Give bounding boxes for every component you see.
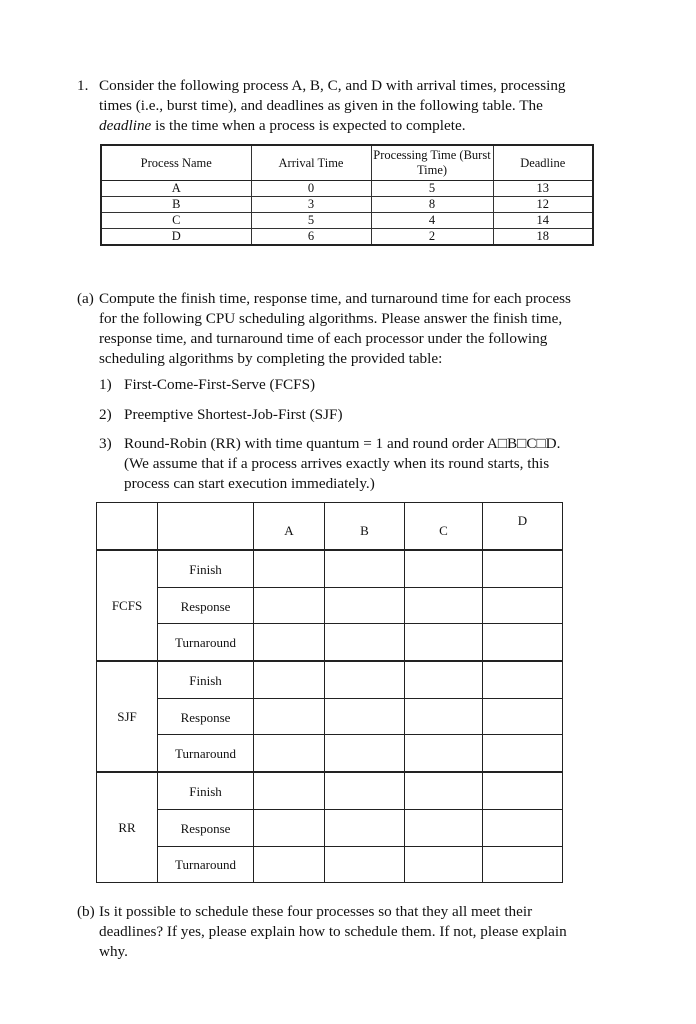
table-row — [97, 846, 563, 883]
table-row — [97, 735, 563, 772]
answer-cell[interactable] — [254, 550, 325, 587]
header-blank — [97, 503, 158, 551]
arrival-time: 3 — [251, 197, 371, 213]
column-d-header: D — [483, 503, 563, 551]
part-a-line-4: scheduling algorithms by completing the provided table: — [99, 350, 443, 367]
table-row — [97, 624, 563, 661]
process-name: C — [101, 213, 251, 229]
question-intro-line-3 — [99, 116, 605, 136]
metric-label-finish: Finish — [158, 661, 254, 698]
processing-time: 5 — [371, 181, 493, 197]
table-row — [97, 698, 563, 735]
rr-note-line-1: (We assume that if a process arrives exactly when its round starts, this — [124, 455, 550, 472]
column-a-header: A — [254, 503, 325, 551]
answer-cell[interactable] — [483, 550, 563, 587]
answer-table-header-row — [97, 503, 563, 551]
answer-cell[interactable] — [483, 735, 563, 772]
answer-cell[interactable] — [254, 809, 325, 846]
algorithm-label-fcfs: FCFS — [97, 550, 158, 661]
process-table-header-row — [101, 145, 593, 181]
metric-label-finish: Finish — [158, 550, 254, 587]
processing-time: 2 — [371, 229, 493, 246]
metric-label-turnaround: Turnaround — [158, 624, 254, 661]
answer-cell[interactable] — [483, 624, 563, 661]
table-row — [97, 587, 563, 624]
answer-cell[interactable] — [254, 698, 325, 735]
metric-label-response: Response — [158, 587, 254, 624]
process-table — [100, 144, 594, 246]
table-row — [97, 809, 563, 846]
column-c-header: C — [405, 503, 483, 551]
header-deadline: Deadline — [493, 145, 593, 181]
header-blank — [158, 503, 254, 551]
algorithm-item-number: 3) — [99, 435, 112, 452]
deadline: 14 — [493, 213, 593, 229]
deadline-term: deadline — [99, 117, 152, 134]
answer-cell[interactable] — [325, 846, 405, 883]
algorithm-label-rr: RR — [97, 772, 158, 883]
answer-cell[interactable] — [483, 587, 563, 624]
algorithm-label-sjf: SJF — [97, 661, 158, 772]
answer-cell[interactable] — [405, 772, 483, 809]
process-name: A — [101, 181, 251, 197]
processing-time: 8 — [371, 197, 493, 213]
metric-label-turnaround: Turnaround — [158, 735, 254, 772]
processing-time: 4 — [371, 213, 493, 229]
question-intro-line-1: Consider the following process A, B, C, and D with arrival times, processing — [99, 77, 566, 94]
answer-cell[interactable] — [405, 735, 483, 772]
question-intro-line-2: times (i.e., burst time), and deadlines as given in the following table. The — [99, 97, 543, 114]
answer-cell[interactable] — [405, 809, 483, 846]
answer-cell[interactable] — [483, 661, 563, 698]
deadline: 13 — [493, 181, 593, 197]
question-intro-line-3-rest: is the time when a process is expected to complete. — [151, 117, 466, 134]
arrival-time: 5 — [251, 213, 371, 229]
answer-cell[interactable] — [325, 624, 405, 661]
answer-cell[interactable] — [405, 587, 483, 624]
part-b-line-2: deadlines? If yes, please explain how to schedule them. If not, please explain — [99, 923, 567, 940]
arrival-time: 0 — [251, 181, 371, 197]
arrival-time: 6 — [251, 229, 371, 246]
answer-cell[interactable] — [483, 846, 563, 883]
answer-cell[interactable] — [405, 698, 483, 735]
process-name: D — [101, 229, 251, 246]
rr-note-line-2: process can start execution immediately.) — [124, 475, 375, 492]
part-a-label: (a) — [77, 290, 94, 307]
answer-table — [96, 502, 563, 883]
table-row — [97, 661, 563, 698]
part-a-line-2: for the following CPU scheduling algorithms. Please answer the finish time, — [99, 310, 563, 327]
answer-cell[interactable] — [254, 846, 325, 883]
deadline: 18 — [493, 229, 593, 246]
algorithm-item-sjf: Preemptive Shortest-Job-First (SJF) — [124, 406, 343, 423]
algorithm-item-fcfs: First-Come-First-Serve (FCFS) — [124, 376, 316, 393]
answer-cell[interactable] — [325, 698, 405, 735]
process-name: B — [101, 197, 251, 213]
answer-cell[interactable] — [254, 661, 325, 698]
table-row — [101, 181, 593, 197]
answer-cell[interactable] — [325, 809, 405, 846]
part-b-line-1: Is it possible to schedule these four processes so that they all meet their — [99, 903, 533, 920]
part-b-line-3: why. — [99, 943, 128, 960]
table-row — [101, 229, 593, 246]
metric-label-response: Response — [158, 809, 254, 846]
part-b-label: (b) — [77, 903, 95, 920]
answer-cell[interactable] — [405, 550, 483, 587]
header-process-name: Process Name — [101, 145, 251, 181]
answer-cell[interactable] — [483, 809, 563, 846]
answer-cell[interactable] — [483, 698, 563, 735]
metric-label-response: Response — [158, 698, 254, 735]
answer-cell[interactable] — [325, 550, 405, 587]
answer-cell[interactable] — [483, 772, 563, 809]
header-processing-time: Processing Time (Burst Time) — [371, 145, 493, 181]
answer-cell[interactable] — [405, 846, 483, 883]
table-row — [97, 772, 563, 809]
metric-label-turnaround: Turnaround — [158, 846, 254, 883]
metric-label-finish: Finish — [158, 772, 254, 809]
question-number: 1. — [77, 77, 89, 94]
table-row — [101, 213, 593, 229]
algorithm-item-number: 1) — [99, 376, 112, 393]
algorithm-item-number: 2) — [99, 406, 112, 423]
column-b-header: B — [325, 503, 405, 551]
answer-cell[interactable] — [254, 772, 325, 809]
answer-cell[interactable] — [254, 587, 325, 624]
part-a-line-1: Compute the finish time, response time, and turnaround time for each process — [99, 290, 571, 307]
part-a-line-3: response time, and turnaround time of each processor under the following — [99, 330, 548, 347]
algorithm-item-rr: Round-Robin (RR) with time quantum = 1 and round order A□B□C□D. — [124, 435, 561, 452]
answer-cell[interactable] — [405, 661, 483, 698]
deadline: 12 — [493, 197, 593, 213]
header-arrival-time: Arrival Time — [251, 145, 371, 181]
answer-cell[interactable] — [325, 587, 405, 624]
answer-cell[interactable] — [325, 735, 405, 772]
answer-cell[interactable] — [254, 735, 325, 772]
table-row — [97, 550, 563, 587]
answer-cell[interactable] — [325, 661, 405, 698]
table-row — [101, 197, 593, 213]
answer-cell[interactable] — [254, 624, 325, 661]
answer-cell[interactable] — [325, 772, 405, 809]
answer-cell[interactable] — [405, 624, 483, 661]
